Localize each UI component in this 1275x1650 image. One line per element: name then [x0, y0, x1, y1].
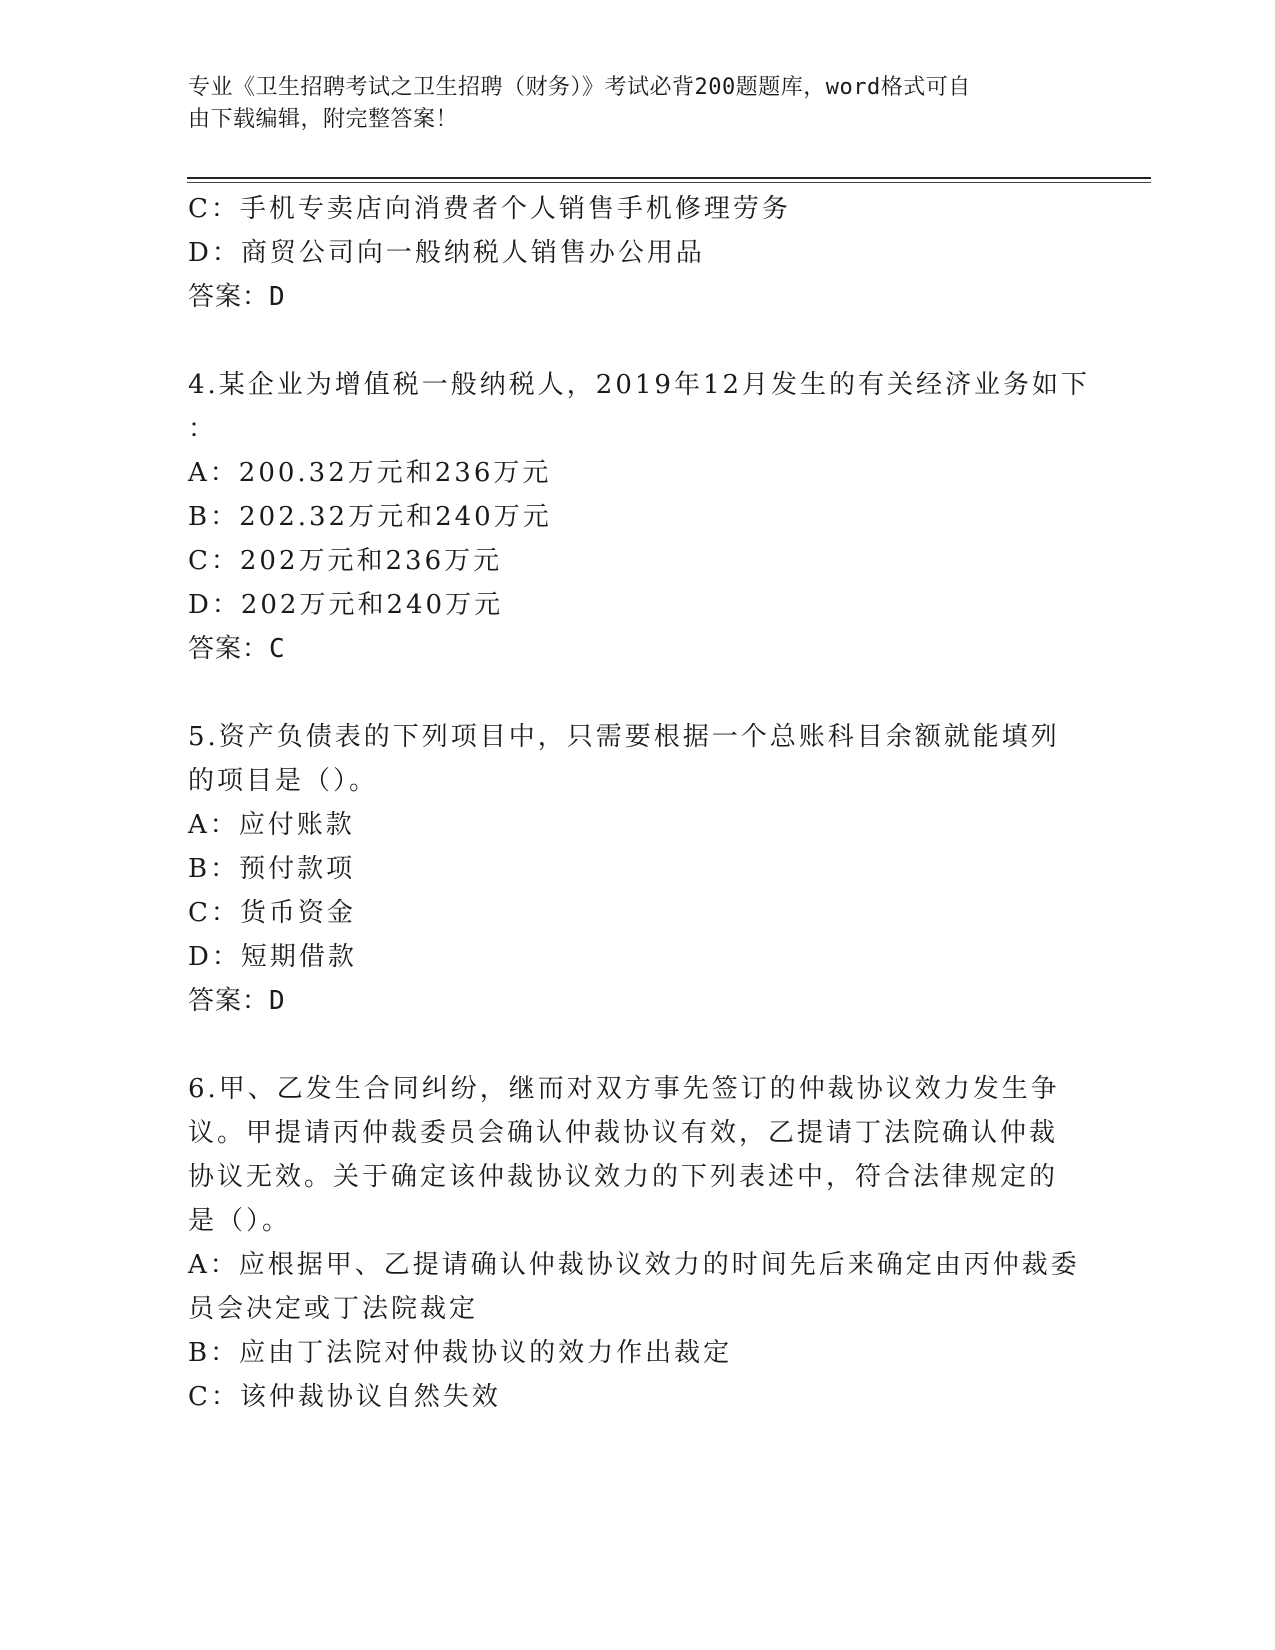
q5-option-d: D：短期借款: [188, 942, 357, 972]
q4-option-d: D：202万元和240万元: [188, 590, 504, 620]
q5-option-a: A：应付账款: [188, 810, 355, 840]
q5-stem-line-2: 的项目是（）。: [188, 766, 379, 796]
q6-option-c: C：该仲裁协议自然失效: [188, 1382, 501, 1412]
q3-answer: 答案：D: [188, 282, 286, 312]
header-line-1: 专业《卫生招聘考试之卫生招聘（财务）》考试必背200题题库，word格式可自: [188, 75, 971, 100]
q4-option-c: C：202万元和236万元: [188, 546, 503, 576]
q4-option-b: B：202.32万元和240万元: [188, 502, 552, 532]
q5-option-c: C：货币资金: [188, 898, 356, 928]
q6-option-b: B：应由丁法院对仲裁协议的效力作出裁定: [188, 1338, 733, 1368]
q3-option-c: C：手机专卖店向消费者个人销售手机修理劳务: [188, 194, 791, 224]
q3-option-d: D：商贸公司向一般纳税人销售办公用品: [188, 238, 705, 268]
q5-answer: 答案：D: [188, 986, 286, 1016]
q6-stem-line-2: 议。甲提请丙仲裁委员会确认仲裁协议有效，乙提请丁法院确认仲裁: [188, 1118, 1059, 1148]
q4-answer: 答案：C: [188, 634, 286, 664]
header-line-2: 由下载编辑，附完整答案！: [188, 107, 459, 132]
q5-stem-line-1: 5.资产负债表的下列项目中，只需要根据一个总账科目余额就能填列: [188, 722, 1060, 752]
q6-option-a-line-1: A：应根据甲、乙提请确认仲裁协议效力的时间先后来确定由丙仲裁委: [188, 1250, 1080, 1280]
q6-stem-line-3: 协议无效。关于确定该仲裁协议效力的下列表述中，符合法律规定的: [188, 1162, 1059, 1192]
header-divider-thick: [187, 177, 1151, 179]
q4-stem-line-2: ：: [188, 414, 218, 444]
document-header: [188, 72, 1068, 136]
q4-stem-line-1: 4.某企业为增值税一般纳税人，2019年12月发生的有关经济业务如下: [188, 370, 1091, 400]
q6-stem-line-4: 是（）。: [188, 1206, 292, 1236]
q6-stem-line-1: 6.甲、乙发生合同纠纷，继而对双方事先签订的仲裁协议效力发生争: [188, 1074, 1060, 1104]
q6-option-a-line-2: 员会决定或丁法院裁定: [188, 1294, 479, 1324]
q5-option-b: B：预付款项: [188, 854, 356, 884]
header-divider-thin: [187, 182, 1151, 183]
q4-option-a: A：200.32万元和236万元: [188, 458, 552, 488]
